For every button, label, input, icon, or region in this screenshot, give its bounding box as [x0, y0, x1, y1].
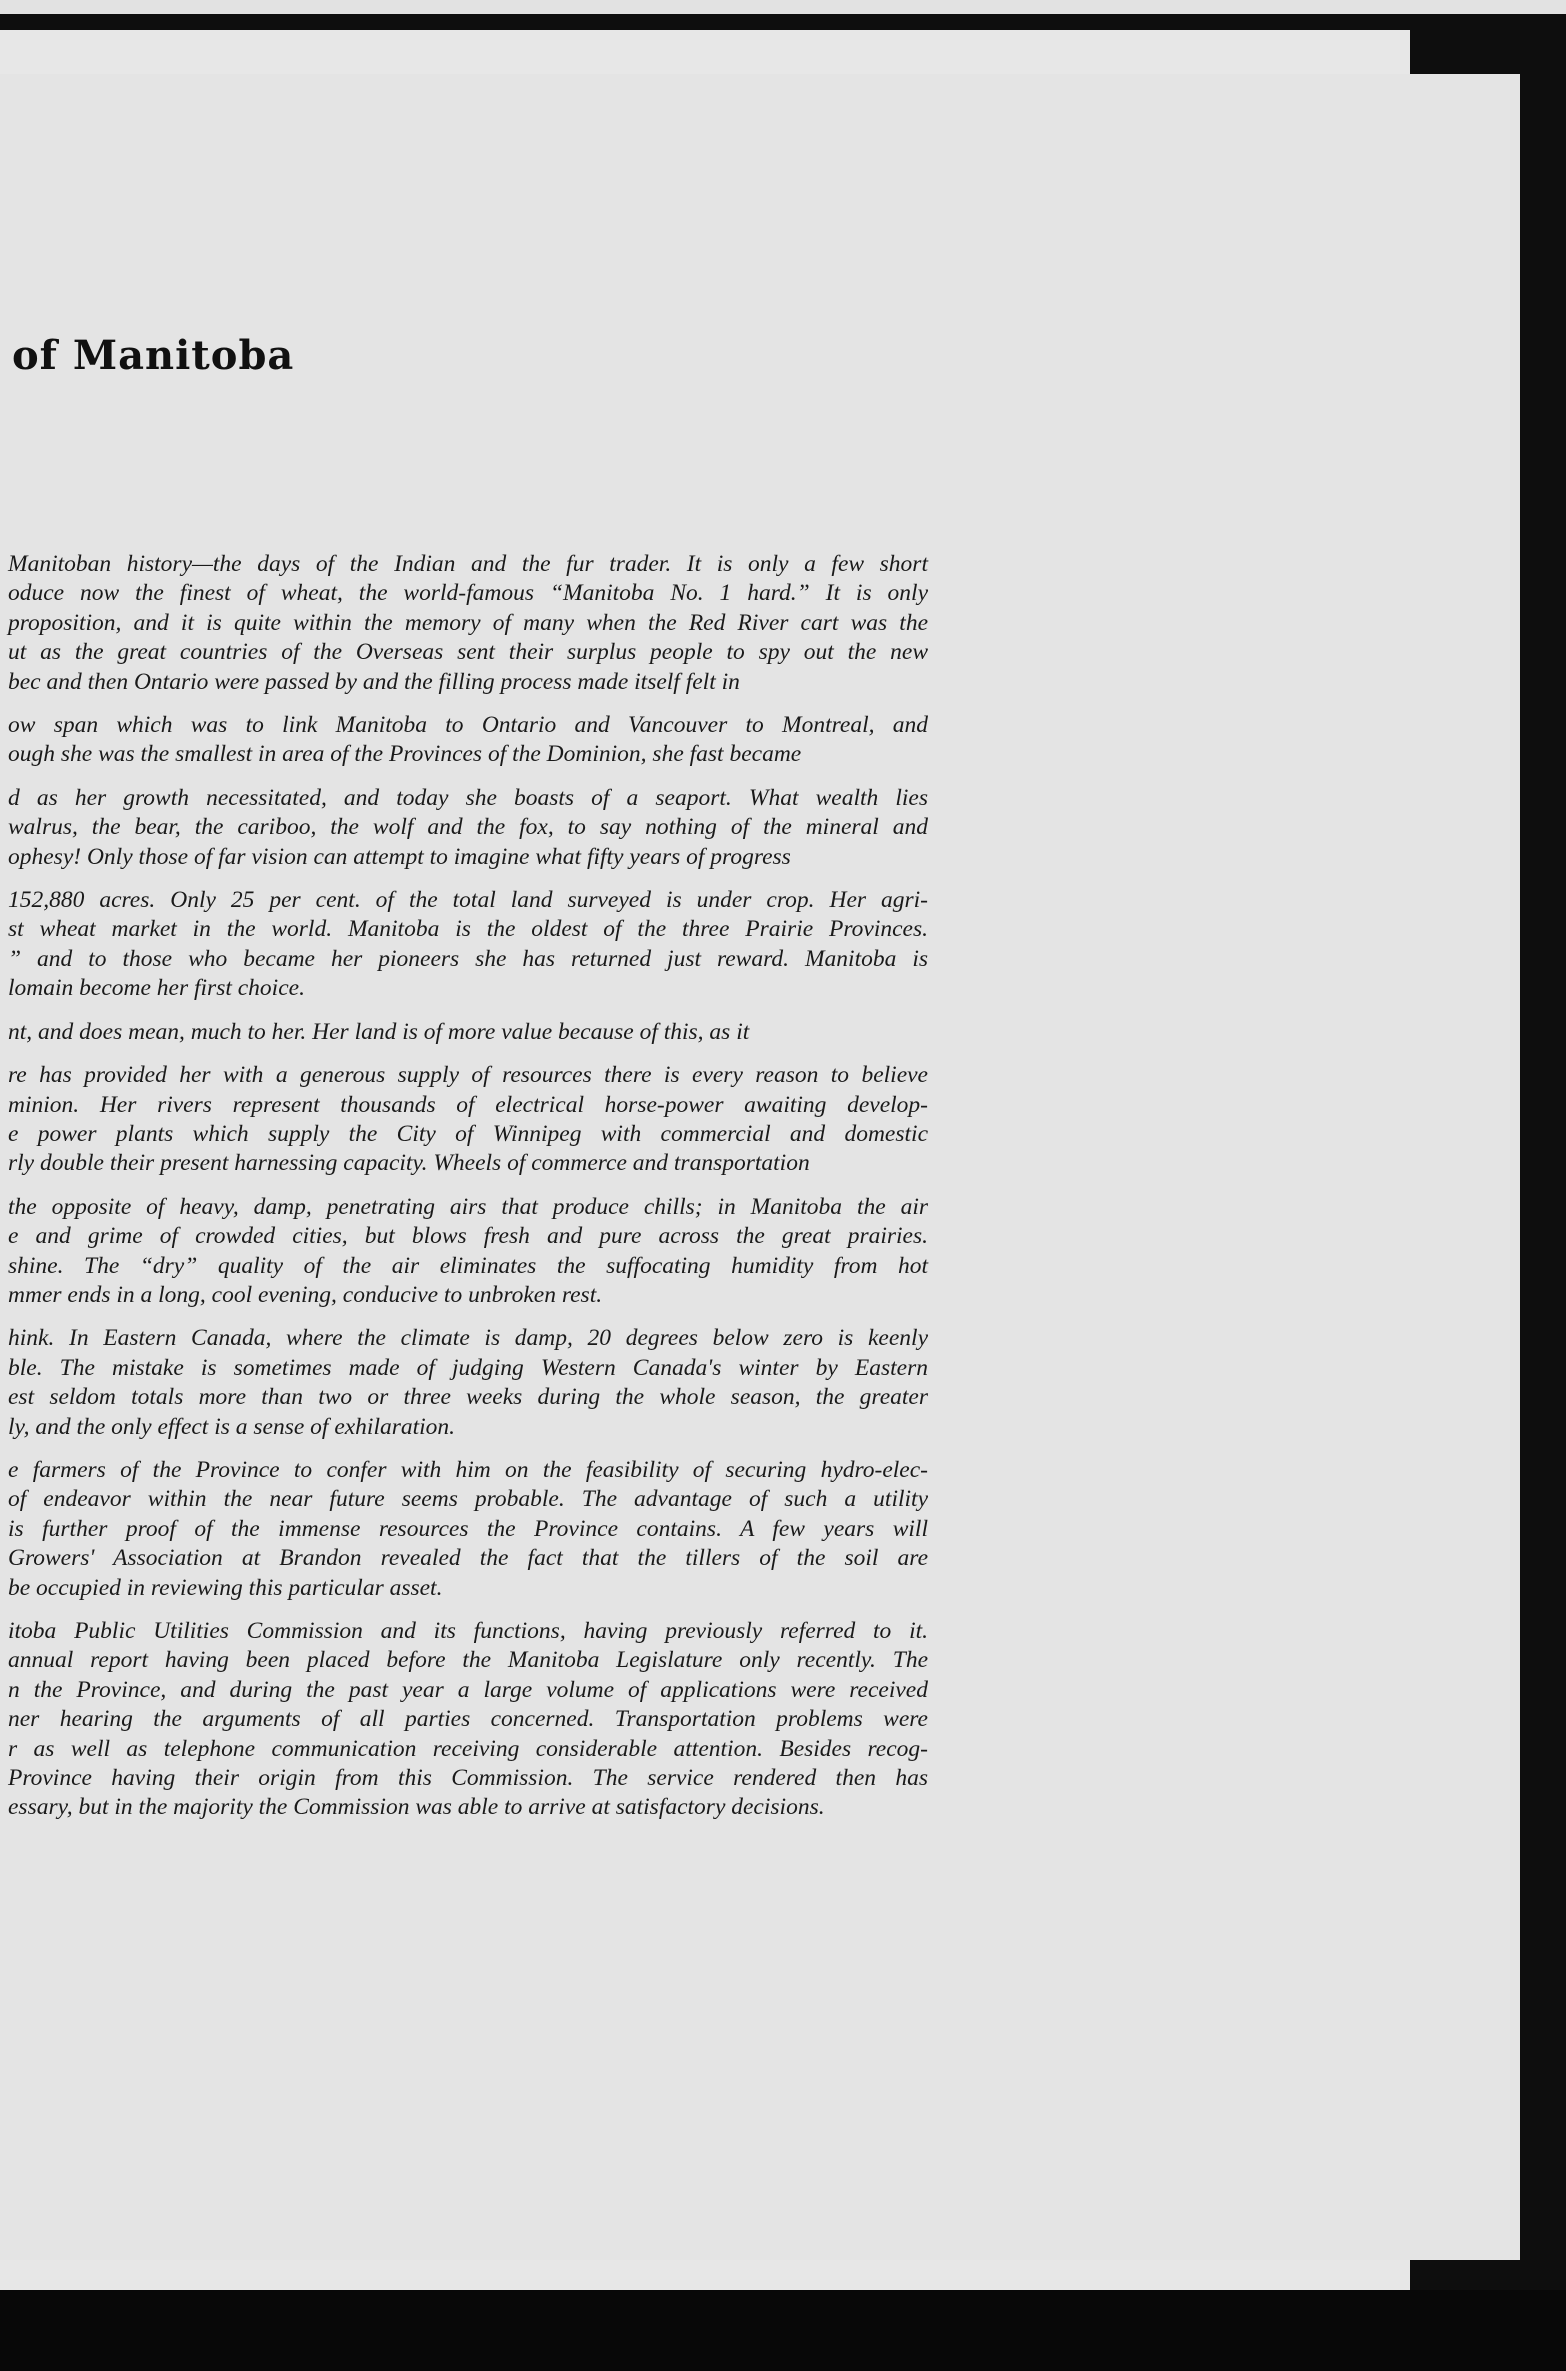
paragraph	[8, 1324, 928, 1442]
text-line: Manitoban history—the days of the Indian and the fur trader. It is only a few short	[8, 551, 928, 577]
document-page	[0, 74, 1520, 2260]
text-line: shine. The “dry” quality of the air eliminates the suffocating humidity from hot	[8, 1252, 928, 1279]
text-line: nt, and does mean, much to her. Her land is of more value because of this, as it	[8, 1018, 750, 1045]
text-line: proposition, and it is quite within the memory of many when the Red River cart was the	[8, 609, 928, 636]
paragraph	[8, 1193, 928, 1311]
paragraph	[8, 886, 928, 1004]
text-line: rly double their present harnessing capacity. Wheels of commerce and transportation	[8, 1150, 810, 1177]
text-line: lomain become her first choice.	[8, 975, 305, 1002]
text-line: ough she was the smallest in area of the Provinces of the Dominion, she fast became	[8, 741, 802, 768]
text-line: ner hearing the arguments of all parties concerned. Transportation problems were	[8, 1706, 928, 1733]
paragraph	[8, 784, 928, 872]
text-line: ly, and the only effect is a sense of exhilaration.	[8, 1413, 456, 1440]
text-line: annual report having been placed before the Manitoba Legislature only recently. The	[8, 1647, 928, 1674]
text-line: Province having their origin from this Commission. The service rendered then has	[8, 1765, 928, 1792]
paragraph	[8, 711, 928, 770]
text-line: the opposite of heavy, damp, penetrating airs that produce chills; in Manitoba the air	[8, 1193, 928, 1220]
text-line: d as her growth necessitated, and today she boasts of a seaport. What wealth lies	[8, 784, 928, 811]
text-line: e farmers of the Province to confer with him on the feasibility of securing hydro-elec-	[8, 1456, 928, 1483]
text-line: ophesy! Only those of far vision can attempt to imagine what fifty years of progress	[8, 843, 791, 870]
text-line: of endeavor within the near future seems probable. The advantage of such a utility	[8, 1486, 928, 1513]
paragraph	[8, 1061, 928, 1179]
scan-bottom-edge	[0, 2290, 1566, 2371]
text-line: re has provided her with a generous supply of resources there is every reason to believe	[8, 1062, 928, 1089]
text-line: e power plants which supply the City of Winnipeg with commercial and domestic	[8, 1120, 928, 1147]
text-line: oduce now the finest of wheat, the world-famous “Manitoba No. 1 hard.” It is only	[8, 580, 928, 607]
text-line: is further proof of the immense resources the Province contains. A few years will	[8, 1515, 928, 1542]
text-line: ble. The mistake is sometimes made of judging Western Canada's winter by Eastern	[8, 1354, 928, 1381]
text-line: ut as the great countries of the Overseas sent their surplus people to spy out the new	[8, 639, 928, 666]
text-line: walrus, the bear, the cariboo, the wolf and the fox, to say nothing of the mineral and	[8, 814, 928, 841]
text-line: be occupied in reviewing this particular asset.	[8, 1574, 443, 1601]
paragraph	[8, 550, 928, 697]
text-line: itoba Public Utilities Commission and its functions, having previously referred to it.	[8, 1618, 928, 1644]
page-title: of Manitoba	[12, 332, 295, 379]
text-line: hink. In Eastern Canada, where the climate is damp, 20 degrees below zero is keenly	[8, 1325, 928, 1352]
paragraph	[8, 1456, 928, 1603]
text-line: 152,880 acres. Only 25 per cent. of the total land surveyed is under crop. Her agri-	[8, 887, 928, 914]
text-line: st wheat market in the world. Manitoba is the oldest of the three Prairie Provinces.	[8, 916, 928, 943]
paragraph	[8, 1617, 928, 1823]
text-line: mmer ends in a long, cool evening, conducive to unbroken rest.	[8, 1281, 603, 1308]
text-line: n the Province, and during the past year a large volume of applications were received	[8, 1676, 928, 1703]
body-text	[8, 550, 928, 1837]
paragraph	[8, 1018, 928, 1047]
text-line: ow span which was to link Manitoba to Ontario and Vancouver to Montreal, and	[8, 712, 928, 739]
text-line: ” and to those who became her pioneers she has returned just reward. Manitoba is	[8, 945, 928, 972]
text-line: essary, but in the majority the Commission was able to arrive at satisfactory decisions.	[8, 1794, 825, 1821]
text-line: est seldom totals more than two or three weeks during the whole season, the greater	[8, 1384, 928, 1411]
text-line: bec and then Ontario were passed by and the filling process made itself felt in	[8, 668, 740, 695]
text-line: Growers' Association at Brandon revealed the fact that the tillers of the soil are	[8, 1545, 928, 1572]
text-line: r as well as telephone communication receiving considerable attention. Besides recog-	[8, 1735, 928, 1762]
text-line: minion. Her rivers represent thousands of electrical horse-power awaiting develop-	[8, 1091, 928, 1118]
text-line: e and grime of crowded cities, but blows fresh and pure across the great prairies.	[8, 1223, 928, 1250]
scan-top-edge	[0, 0, 1566, 14]
